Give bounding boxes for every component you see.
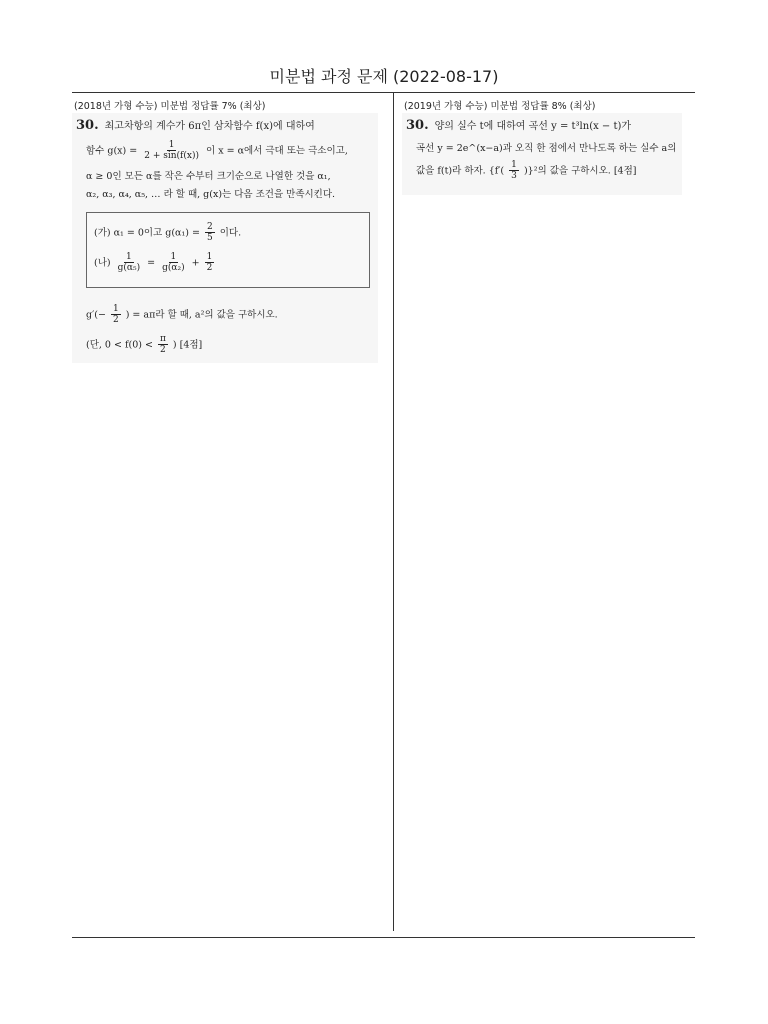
right-problem-line-3: 값을 f(t)라 하자. {f′( $\frac{1}{3}$ )}²의 값을 구하시오. [4점] — [416, 160, 637, 182]
right-problem-line-1: 양의 실수 t에 대하여 곡선 y = t³ln(x − t)가 — [434, 121, 632, 132]
left-problem-question: g′(− $\frac{1}{2}$ ) = aπ라 할 때, a²의 값을 구하시오. — [86, 304, 278, 326]
left-problem-number: 30. — [76, 118, 99, 133]
left-problem-line-1: 최고차항의 계수가 6π인 삼차함수 f(x)에 대하여 — [104, 121, 315, 132]
left-problem-line-2: 함수 g(x) = $\frac{1}{2 + \sin(f(x))}$ 이 x = α에서 극대 또는 극소이고, — [86, 140, 348, 162]
bottom-rule — [72, 937, 695, 938]
condition-ga: (가) α₁ = 0이고 g(α₁) = $\frac{2}{5}$ 이다. — [94, 222, 242, 244]
right-problem-line-2: 곡선 y = 2e^(x−a)과 오직 한 점에서 만나도록 하는 실수 a의 — [416, 143, 677, 154]
left-problem-source: (2018년 가형 수능) 미분법 정답률 7% (최상) — [74, 101, 266, 112]
right-problem-heading — [406, 118, 631, 134]
fraction-g: $\frac{1}{2 + \sin(f(x))}$ — [144, 140, 199, 162]
left-problem-note: (단, 0 < f(0) < $\frac{\pi}{2}$ ) [4점] — [86, 334, 203, 356]
left-problem-line-4: α₂, α₃, α₄, α₅, … 라 할 때, g(x)는 다음 조건을 만족시킨다. — [86, 189, 336, 200]
condition-na: (나) $\frac{1}{\text{g(α₅)}}$ = $\frac{1}{\text{g(α₂)}}$ + $\frac{1}{2}$ — [94, 252, 213, 274]
page-title: 미분법 과정 문제 (2022-08-17) — [269, 67, 499, 86]
left-problem-line-3: α ≥ 0인 모든 α를 작은 수부터 크기순으로 나열한 것을 α₁, — [86, 171, 331, 182]
left-problem-heading — [76, 118, 315, 134]
right-problem-number: 30. — [406, 118, 429, 133]
right-problem-source: (2019년 가형 수능) 미분법 정답률 8% (최상) — [404, 101, 596, 112]
column-divider — [393, 93, 394, 931]
top-rule — [72, 92, 695, 93]
